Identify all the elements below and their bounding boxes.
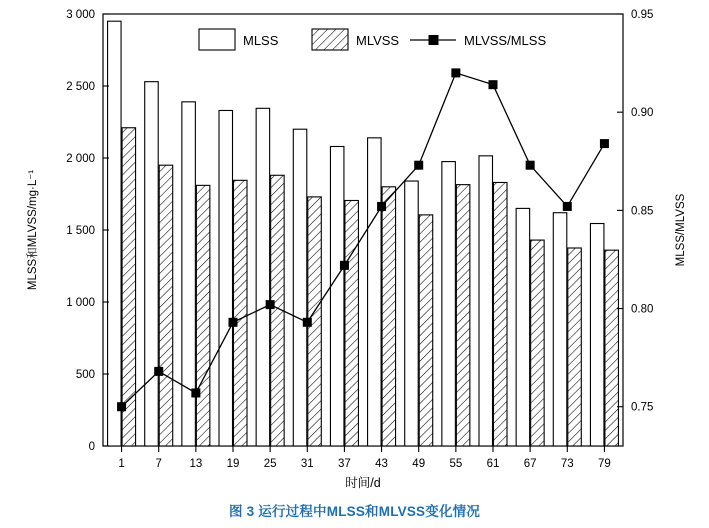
bar-mlvss bbox=[345, 200, 359, 446]
x-axis-title: 时间/d bbox=[345, 476, 381, 490]
y-right-tick-label: 0.90 bbox=[631, 107, 654, 120]
y-left-tick-label: 2 000 bbox=[66, 153, 95, 165]
bar-mlvss bbox=[531, 240, 545, 446]
x-tick-label: 79 bbox=[598, 458, 611, 470]
y-right-tick-label: 0.95 bbox=[631, 9, 654, 21]
bar-mlss bbox=[145, 82, 159, 446]
y-left-tick-label: 500 bbox=[75, 369, 95, 381]
bar-mlss bbox=[368, 138, 382, 446]
ratio-marker bbox=[526, 161, 534, 169]
ratio-marker bbox=[229, 318, 237, 326]
bar-mlvss bbox=[382, 187, 396, 446]
ratio-marker bbox=[415, 161, 423, 169]
bar-mlss bbox=[330, 146, 344, 446]
x-tick-label: 73 bbox=[560, 458, 574, 470]
figure-caption-text: 图 3 运行过程中MLSS和MLVSS变化情况 bbox=[228, 504, 481, 519]
bar-mlss bbox=[293, 129, 307, 446]
bar-mlss bbox=[442, 162, 456, 446]
x-tick-label: 43 bbox=[375, 458, 388, 470]
ratio-marker bbox=[303, 318, 311, 326]
ratio-marker bbox=[266, 301, 274, 309]
bar-mlvss bbox=[456, 185, 470, 446]
x-tick-label: 31 bbox=[300, 458, 314, 470]
ratio-marker bbox=[563, 202, 571, 210]
ratio-marker bbox=[118, 403, 126, 411]
bar-mlvss bbox=[568, 248, 582, 446]
chart-legend bbox=[199, 29, 546, 50]
ratio-marker bbox=[378, 202, 386, 210]
x-tick-label: 49 bbox=[412, 458, 426, 470]
legend-label-ratio: MLVSS/MLSS bbox=[464, 33, 547, 48]
x-tick-label: 61 bbox=[486, 458, 500, 470]
bar-mlss bbox=[108, 21, 122, 446]
ratio-marker bbox=[452, 69, 460, 77]
ratio-marker bbox=[489, 81, 497, 89]
x-tick-label: 13 bbox=[189, 458, 203, 470]
x-axis-ticks bbox=[118, 446, 610, 470]
bar-mlvss bbox=[159, 165, 173, 446]
bar-mlss bbox=[553, 213, 567, 446]
bar-mlvss bbox=[122, 128, 136, 446]
x-tick-label: 19 bbox=[226, 458, 240, 470]
x-tick-label: 7 bbox=[155, 458, 162, 470]
bar-mlss bbox=[590, 224, 604, 446]
bar-mlss bbox=[479, 156, 493, 446]
y-axis-left-title: MLSS和MLVSS/mg·L⁻¹ bbox=[27, 169, 39, 291]
legend-swatch-mlvss bbox=[312, 29, 348, 50]
y-right-tick-label: 0.75 bbox=[631, 401, 654, 414]
y-left-tick-label: 1 500 bbox=[66, 225, 95, 237]
bar-mlss bbox=[516, 208, 530, 446]
legend-label-mlss: MLSS bbox=[243, 33, 279, 48]
bar-mlvss bbox=[234, 180, 248, 446]
ratio-marker bbox=[340, 261, 348, 269]
bar-mlss bbox=[405, 181, 419, 446]
x-tick-label: 37 bbox=[338, 458, 351, 470]
plot-area bbox=[103, 14, 623, 446]
x-tick-label: 25 bbox=[263, 458, 277, 470]
ratio-marker bbox=[600, 140, 608, 148]
figure-caption bbox=[0, 500, 709, 520]
bar-mlvss bbox=[419, 215, 433, 446]
y-left-tick-label: 3 000 bbox=[66, 9, 95, 21]
x-tick-label: 55 bbox=[449, 458, 463, 470]
y-right-tick-label: 0.80 bbox=[631, 303, 654, 316]
ratio-marker bbox=[155, 367, 163, 375]
y-axis-right-title: MLSS/MLVSS bbox=[675, 193, 687, 267]
y-left-tick-label: 1 000 bbox=[66, 297, 95, 309]
bar-mlvss bbox=[196, 185, 210, 446]
bar-mlvss bbox=[494, 182, 508, 446]
y-right-tick-label: 0.85 bbox=[631, 205, 654, 218]
y-left-tick-label: 2 500 bbox=[66, 81, 95, 93]
legend-swatch-ratio-marker bbox=[429, 36, 438, 45]
bar-mlss bbox=[219, 110, 233, 446]
x-tick-label: 67 bbox=[523, 458, 537, 470]
bar-mlss bbox=[256, 108, 270, 446]
ratio-marker bbox=[192, 389, 200, 397]
bar-mlvss bbox=[605, 250, 619, 446]
x-tick-label: 1 bbox=[118, 458, 125, 470]
y-left-tick-label: 0 bbox=[88, 441, 95, 453]
legend-swatch-mlss bbox=[199, 29, 235, 50]
legend-label-mlvss: MLVSS bbox=[356, 33, 400, 48]
